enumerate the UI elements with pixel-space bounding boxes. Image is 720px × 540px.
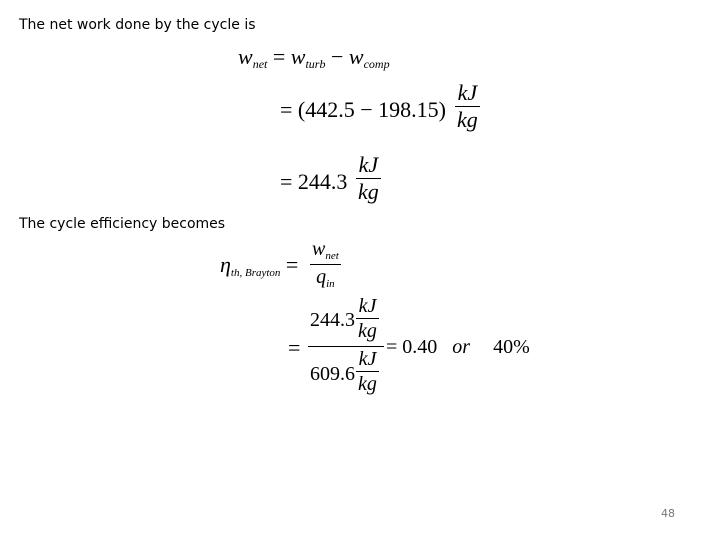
equals-sign: = bbox=[280, 97, 293, 122]
w-symbol: w bbox=[290, 44, 306, 69]
net-subscript: net bbox=[252, 57, 268, 71]
unit-fraction bbox=[356, 154, 381, 203]
unit-denominator: kg bbox=[358, 179, 379, 204]
unit-fraction-bottom bbox=[356, 349, 379, 394]
page-number: 48 bbox=[661, 507, 675, 520]
efficiency-decimal: = 0.40 bbox=[386, 336, 438, 358]
net-work-value: 244.3 bbox=[310, 309, 355, 331]
main-fraction-bar bbox=[308, 346, 384, 347]
unit-denominator: kg bbox=[358, 320, 377, 342]
efficiency-text: The cycle efficiency becomes bbox=[19, 216, 226, 232]
q-symbol: q bbox=[316, 266, 327, 288]
w-symbol: w bbox=[348, 44, 364, 69]
unit-numerator: kJ bbox=[358, 295, 377, 317]
unit-denominator: kg bbox=[358, 373, 377, 395]
intro-text: The net work done by the cycle is bbox=[19, 17, 256, 33]
efficiency-ratio-fraction bbox=[310, 239, 341, 290]
heat-input-value: 609.6 bbox=[310, 363, 355, 385]
equation-net-work bbox=[238, 46, 390, 70]
w-symbol: w bbox=[238, 44, 253, 69]
unit-denominator: kg bbox=[457, 107, 478, 132]
unit-numerator: kJ bbox=[457, 80, 478, 105]
equals-sign: = bbox=[272, 44, 286, 69]
eta-symbol: η bbox=[220, 252, 231, 277]
unit-numerator: kJ bbox=[358, 152, 379, 177]
equation-result bbox=[280, 171, 347, 193]
unit-numerator: kJ bbox=[358, 348, 377, 370]
equals-sign: = bbox=[288, 335, 301, 360]
unit-fraction bbox=[455, 82, 480, 131]
unit-fraction-top bbox=[356, 296, 379, 341]
comp-subscript: comp bbox=[363, 57, 390, 71]
turb-subscript: turb bbox=[305, 57, 326, 71]
efficiency-result bbox=[386, 337, 530, 357]
w-symbol: w bbox=[312, 238, 326, 260]
net-subscript: net bbox=[325, 250, 339, 262]
net-work-value: 244.3 bbox=[297, 169, 348, 194]
in-subscript: in bbox=[326, 278, 335, 290]
efficiency-percent: 40% bbox=[493, 336, 530, 358]
brayton-subscript: th, Brayton bbox=[230, 267, 281, 279]
equals-sign: = bbox=[280, 169, 293, 194]
or-word: or bbox=[452, 336, 471, 358]
efficiency-definition bbox=[220, 254, 298, 279]
equation-substitution bbox=[280, 99, 446, 121]
minus-sign: − bbox=[330, 44, 344, 69]
difference-expression: (442.5 − 198.15) bbox=[297, 97, 446, 122]
equals-sign: = bbox=[285, 252, 299, 277]
